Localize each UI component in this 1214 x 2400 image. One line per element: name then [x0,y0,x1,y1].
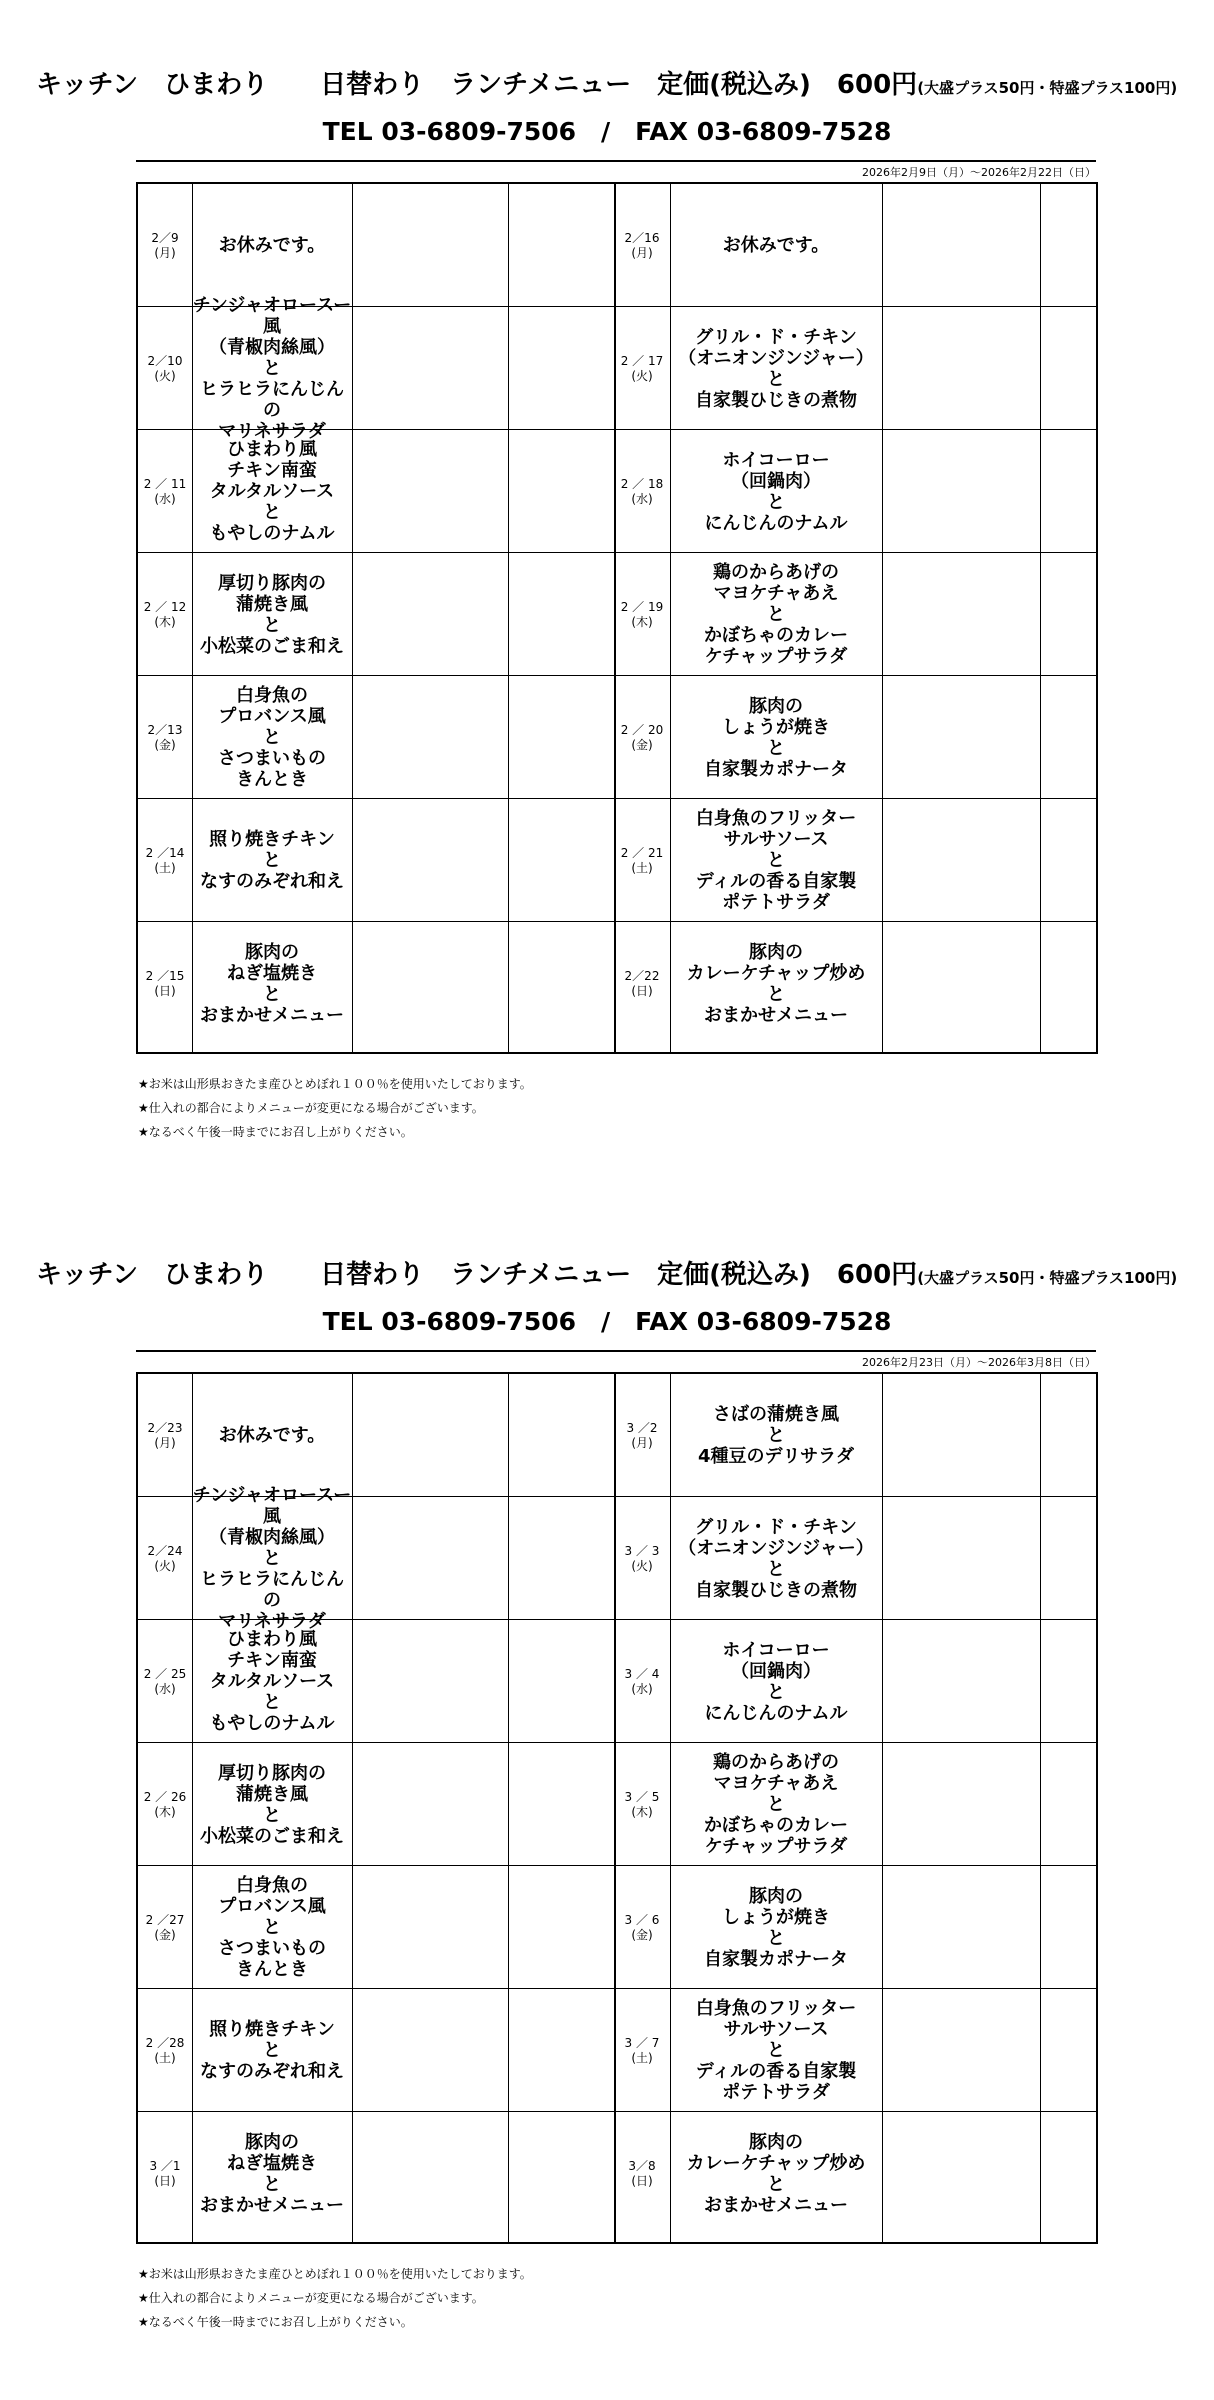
date-label: 2／9 [151,230,179,245]
date-label: 3 ／2 [626,1420,658,1435]
menu-item: 鶏のからあげの マヨケチャあえ と かぼちゃのカレー ケチャップサラダ [704,1752,848,1857]
menu-item: 豚肉の ねぎ塩焼き と おまかせメニュー [200,2131,344,2216]
header-rule [136,160,1096,162]
menu-item: 豚肉の しょうが焼き と 自家製カポナータ [704,1885,848,1970]
weekday-label: (日) [154,983,176,998]
date-cell [614,1374,670,1497]
weekday-label: (水) [154,1681,176,1696]
menu-item: 鶏のからあげの マヨケチャあえ と かぼちゃのカレー ケチャップサラダ [704,562,848,667]
date-cell [614,1743,670,1866]
weekday-label: (水) [631,1681,653,1696]
weekday-label: (火) [631,368,653,383]
period-label: 2026年2月9日（月）～2026年2月22日（日） [862,166,1096,179]
menu-item: お休みです。 [218,235,326,256]
period-label: 2026年2月23日（月）～2026年3月8日（日） [862,1356,1096,1369]
date-label: 3 ／1 [149,2158,181,2173]
date-label: 2 ／27 [145,1912,185,1927]
contact-line: TEL 03-6809-7506 / FAX 03-6809-7528 [322,1307,892,1336]
weekday-label: (月) [154,245,176,260]
date-cell [614,553,670,676]
date-label: 2 ／14 [145,845,185,860]
date-cell [138,1497,192,1620]
weekday-label: (水) [631,491,653,506]
note-item: ★なるべく午後一時までにお召し上がりください。 [138,2315,413,2329]
date-label: 2 ／ 26 [143,1789,187,1804]
header-rule [136,1350,1096,1352]
date-cell [138,1989,192,2112]
date-label: 2 ／ 17 [620,353,664,368]
date-cell [614,1620,670,1743]
menu-item: グリル・ド・チキン （オニオンジンジャー） と 自家製ひじきの煮物 [678,326,874,411]
menu-item: 照り焼きチキン と なすのみぞれ和え [200,829,344,892]
date-label: 2 ／ 25 [143,1666,187,1681]
date-label: 3 ／ 6 [624,1912,660,1927]
menu-item: ひまわり風 チキン南蛮 タルタルソース と もやしのナムル [209,1629,335,1734]
date-cell [614,1497,670,1620]
date-label: 2 ／ 12 [143,599,187,614]
menu-item: 白身魚のフリッター サルサソース と ディルの香る自家製 ポテトサラダ [695,808,857,913]
weekday-label: (月) [631,1435,653,1450]
menu-item: ホイコーロー （回鍋肉） と にんじんのナムル [704,1639,848,1724]
weekday-label: (土) [631,2050,653,2065]
weekday-label: (金) [631,737,653,752]
menu-item: 豚肉の カレーケチャップ炒め と おまかせメニュー [686,941,866,1026]
weekday-label: (日) [631,2173,653,2188]
menu-item: チンジャオロースー風 （青椒肉絲風） と ヒラヒラにんじんの マリネサラダ [192,1485,352,1632]
menu-grid [136,1372,1098,2244]
date-label: 2 ／ 21 [620,845,664,860]
weekday-label: (木) [154,614,176,629]
date-cell [614,799,670,922]
contact-line: TEL 03-6809-7506 / FAX 03-6809-7528 [322,117,892,146]
date-cell [138,1374,192,1497]
date-cell [138,1866,192,1989]
weekday-label: (土) [154,2050,176,2065]
menu-item: 豚肉の しょうが焼き と 自家製カポナータ [704,695,848,780]
weekday-label: (水) [154,491,176,506]
date-cell [138,553,192,676]
date-label: 2／23 [147,1420,183,1435]
date-cell [138,307,192,430]
menu-item: 白身魚の プロバンス風 と さつまいもの きんとき [218,685,326,790]
date-label: 2 ／ 11 [143,476,187,491]
date-cell [614,430,670,553]
date-label: 2／22 [624,968,660,983]
date-cell [138,430,192,553]
weekday-label: (木) [631,1804,653,1819]
date-cell [614,1866,670,1989]
menu-item: 白身魚のフリッター サルサソース と ディルの香る自家製 ポテトサラダ [695,1998,857,2103]
note-item: ★仕入れの都合によりメニューが変更になる場合がございます。 [138,2291,484,2305]
sheet-title [36,1254,1177,1291]
menu-item: グリル・ド・チキン （オニオンジンジャー） と 自家製ひじきの煮物 [678,1516,874,1601]
weekday-label: (火) [631,1558,653,1573]
title-text: キッチン ひまわり 日替わり ランチメニュー 定価(税込み) 600円 [36,1260,918,1290]
menu-item: 厚切り豚肉の 蒲焼き風 と 小松菜のごま和え [200,572,344,657]
weekday-label: (金) [154,1927,176,1942]
notes [138,2262,532,2334]
note-item: ★なるべく午後一時までにお召し上がりください。 [138,1125,413,1139]
title-subtitle: (大盛プラス50円・特盛プラス100円) [917,79,1178,97]
note-item: ★お米は山形県おきたま産ひとめぼれ１００％を使用いたしております。 [138,1077,532,1091]
weekday-label: (日) [154,2173,176,2188]
title-text: キッチン ひまわり 日替わり ランチメニュー 定価(税込み) 600円 [36,70,918,100]
note-item: ★お米は山形県おきたま産ひとめぼれ１００％を使用いたしております。 [138,2267,532,2281]
menu-item: チンジャオロースー風 （青椒肉絲風） と ヒラヒラにんじんの マリネサラダ [192,295,352,442]
date-label: 3 ／ 4 [624,1666,660,1681]
weekday-label: (木) [154,1804,176,1819]
menu-item: 照り焼きチキン と なすのみぞれ和え [200,2019,344,2082]
date-label: 3 ／ 3 [624,1543,660,1558]
date-cell [138,1743,192,1866]
date-cell [138,2112,192,2235]
menu-item: 厚切り豚肉の 蒲焼き風 と 小松菜のごま和え [200,1762,344,1847]
date-label: 2／10 [147,353,183,368]
sheet-title [36,64,1177,101]
weekday-label: (金) [154,737,176,752]
date-label: 2 ／ 19 [620,599,664,614]
menu-item: ひまわり風 チキン南蛮 タルタルソース と もやしのナムル [209,439,335,544]
weekday-label: (月) [154,1435,176,1450]
date-cell [138,799,192,922]
notes [138,1072,532,1144]
menu-item: 豚肉の ねぎ塩焼き と おまかせメニュー [200,941,344,1026]
weekday-label: (金) [631,1927,653,1942]
date-label: 2 ／ 20 [620,722,664,737]
date-cell [614,1989,670,2112]
date-cell [614,922,670,1045]
weekday-label: (土) [154,860,176,875]
date-cell [614,676,670,799]
menu-item: 豚肉の カレーケチャップ炒め と おまかせメニュー [686,2131,866,2216]
date-label: 2 ／15 [145,968,185,983]
menu-item: さばの蒲焼き風 と 4種豆のデリサラダ [698,1404,854,1467]
weekday-label: (土) [631,860,653,875]
menu-item: お休みです。 [722,235,830,256]
date-cell [138,676,192,799]
menu-item: 白身魚の プロバンス風 と さつまいもの きんとき [218,1875,326,1980]
date-cell [138,1620,192,1743]
date-cell [614,307,670,430]
date-label: 2／16 [624,230,660,245]
weekday-label: (火) [154,368,176,383]
weekday-label: (月) [631,245,653,260]
menu-item: ホイコーロー （回鍋肉） と にんじんのナムル [704,449,848,534]
date-label: 2／24 [147,1543,183,1558]
note-item: ★仕入れの都合によりメニューが変更になる場合がございます。 [138,1101,484,1115]
menu-grid [136,182,1098,1054]
date-cell [614,184,670,307]
date-label: 3／8 [628,2158,656,2173]
date-label: 2 ／ 18 [620,476,664,491]
weekday-label: (木) [631,614,653,629]
date-label: 2 ／28 [145,2035,185,2050]
date-label: 3 ／ 7 [624,2035,660,2050]
date-cell [138,184,192,307]
title-subtitle: (大盛プラス50円・特盛プラス100円) [917,1269,1178,1287]
weekday-label: (火) [154,1558,176,1573]
date-label: 2／13 [147,722,183,737]
date-label: 3 ／ 5 [624,1789,660,1804]
date-cell [138,922,192,1045]
menu-item: お休みです。 [218,1425,326,1446]
date-cell [614,2112,670,2235]
weekday-label: (日) [631,983,653,998]
